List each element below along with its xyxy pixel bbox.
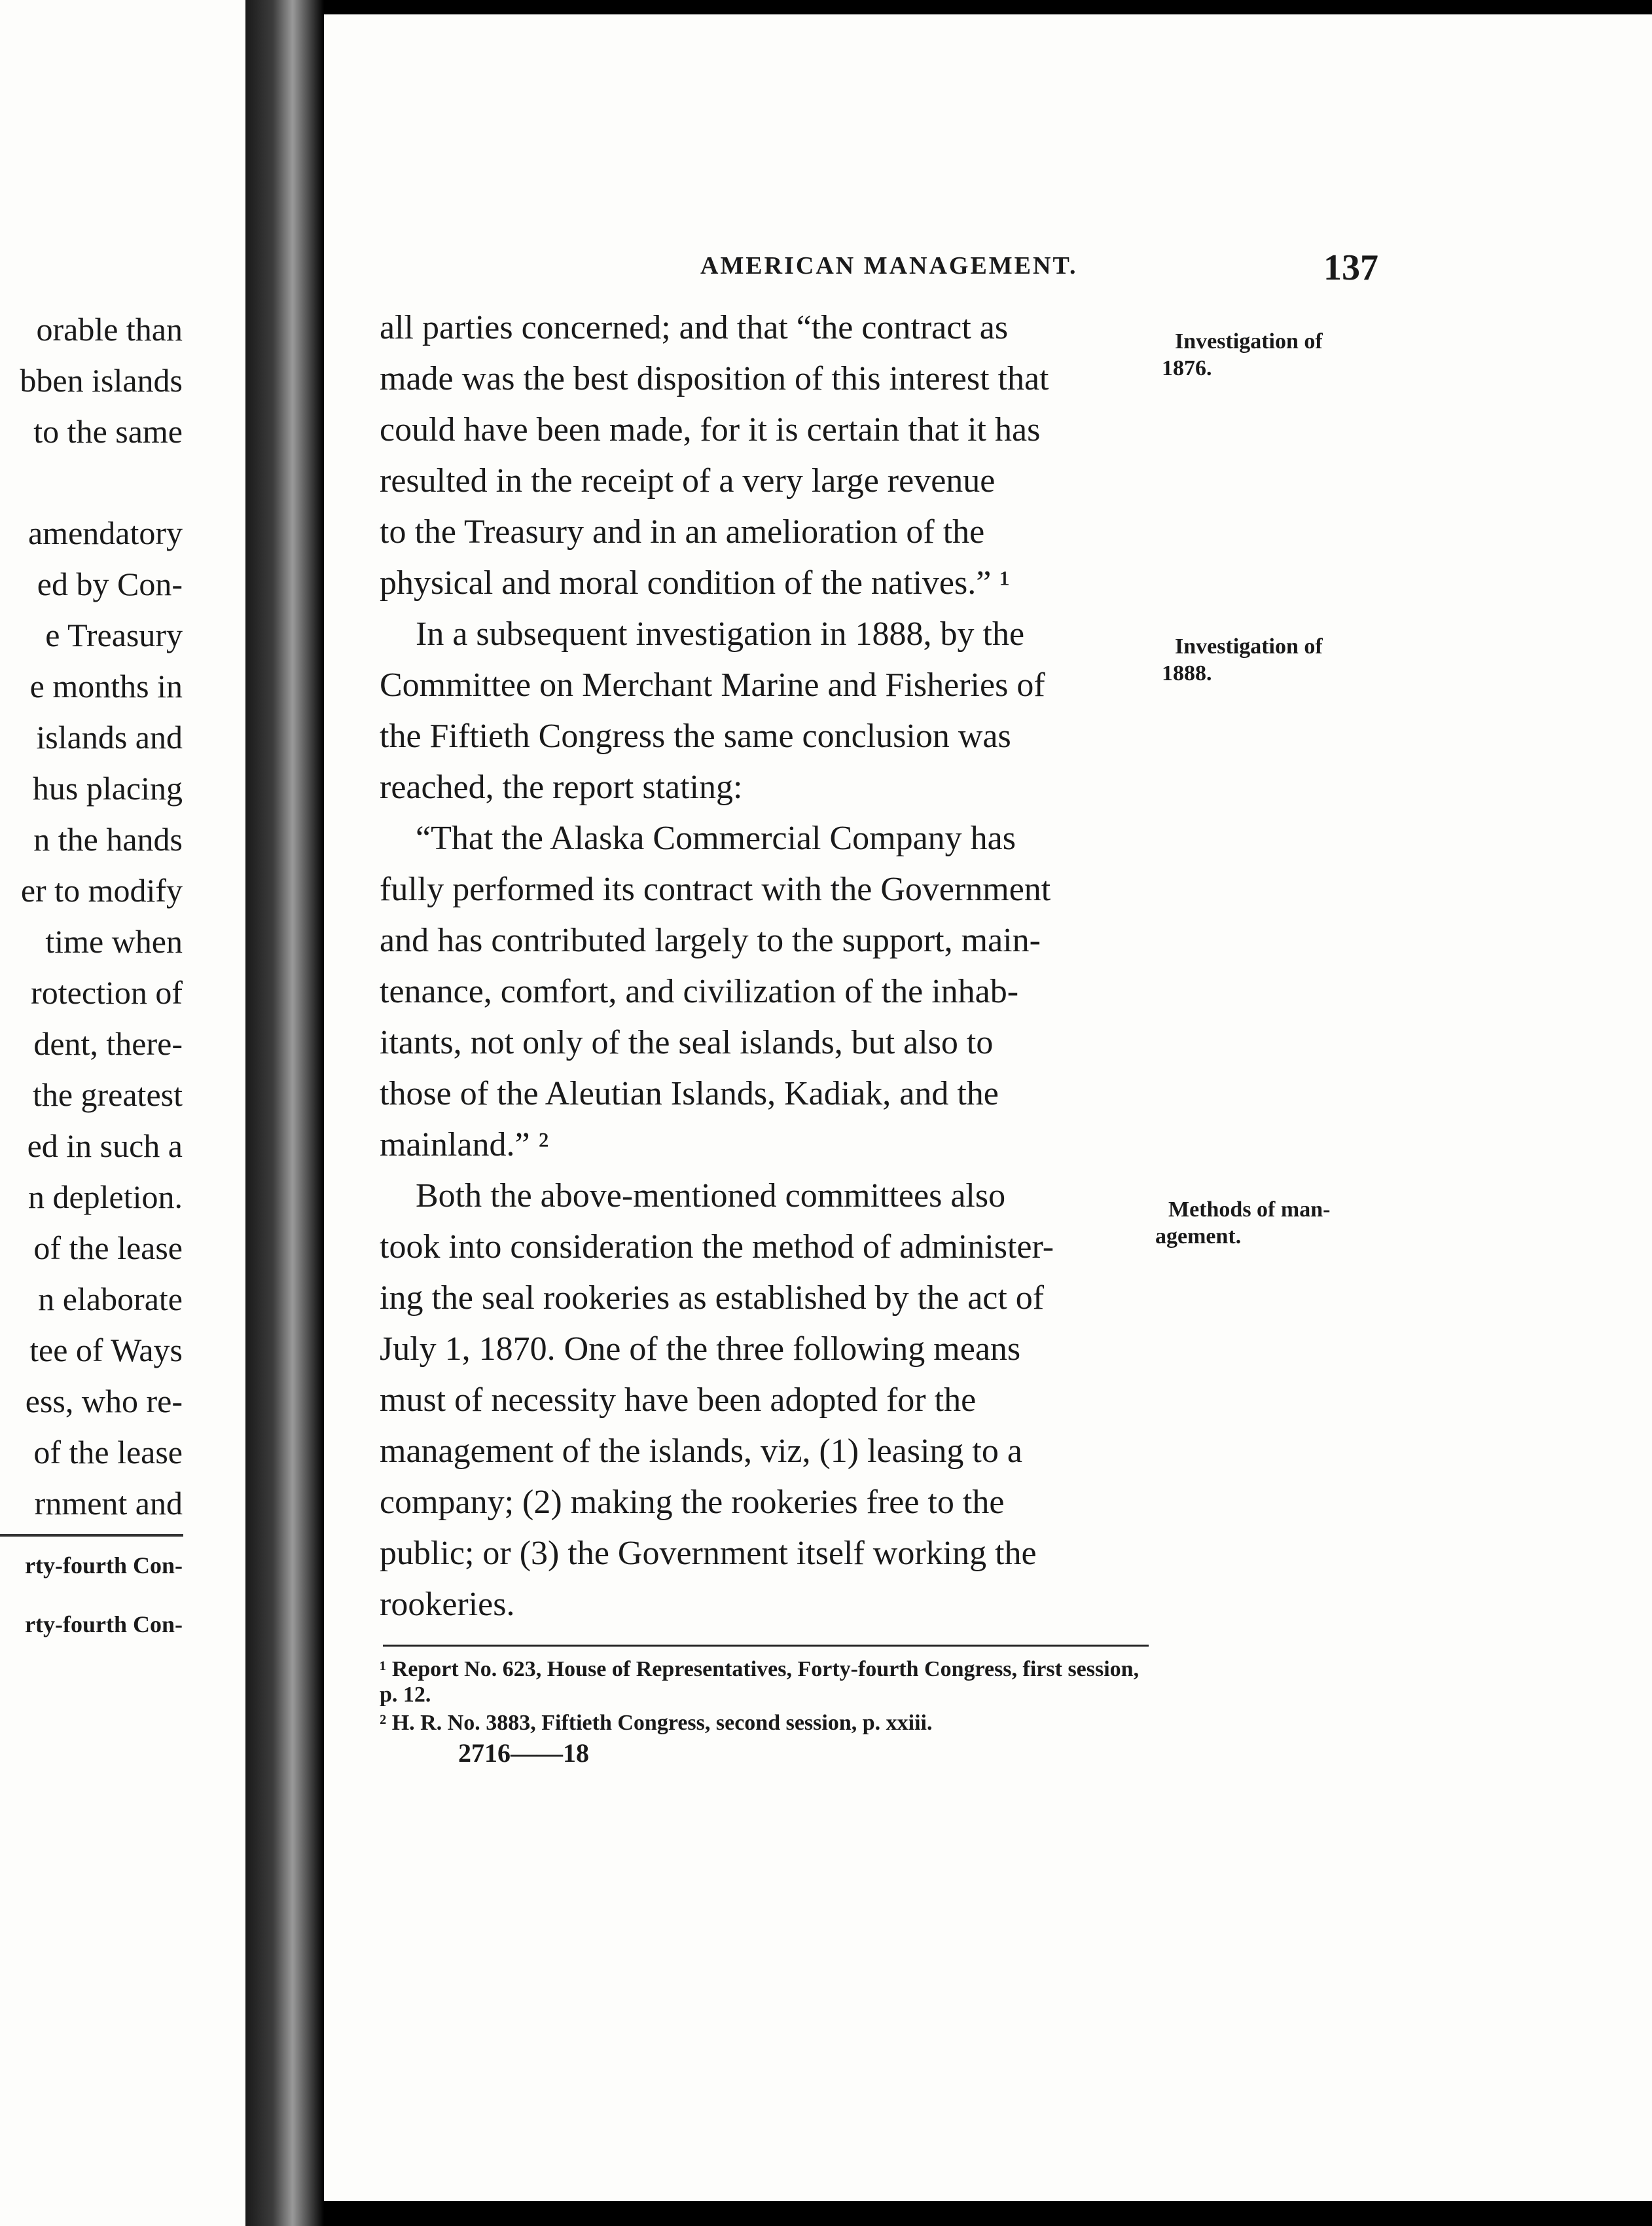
left-page-line: hus placing [32, 770, 183, 807]
body-line: public; or (3) the Government itself working the [380, 1535, 1037, 1572]
page-number: 137 [1323, 247, 1378, 288]
body-line: must of necessity have been adopted for the [380, 1381, 977, 1419]
body-line: July 1, 1870. One of the three following means [380, 1330, 1021, 1368]
body-line: Committee on Merchant Marine and Fisheries of [380, 666, 1045, 704]
left-page-line: dent, there- [33, 1025, 183, 1062]
body-line: “That the Alaska Commercial Company has [416, 820, 1016, 857]
left-page-line: e months in [29, 668, 183, 704]
body-line: company; (2) making the rookeries free to the [380, 1484, 1005, 1521]
body-line: fully performed its contract with the Government [380, 871, 1051, 908]
left-page-line: amendatory [27, 515, 183, 551]
left-page-line: rnment and [34, 1485, 183, 1522]
body-line: those of the Aleutian Islands, Kadiak, and the [380, 1075, 999, 1112]
body-line: management of the islands, viz, (1) leasing to a [380, 1432, 1022, 1470]
body-line: tenance, comfort, and civilization of the inhab- [380, 973, 1019, 1010]
body-line: In a subsequent investigation in 1888, by the [416, 615, 1025, 653]
margin-note-investigation-1888 [1162, 634, 1323, 687]
margin-note-investigation-1876 [1162, 329, 1323, 382]
footnote-rule [383, 1645, 1149, 1647]
margin-note-line: Investigation of [1175, 634, 1323, 659]
printer-signature: 2716——18 [458, 1738, 589, 1768]
body-line: physical and moral condition of the natives.” ¹ [380, 564, 1010, 602]
margin-note-line: Methods of man- [1168, 1197, 1331, 1222]
left-page-line: time when [45, 923, 183, 960]
margin-note-methods-of-management [1155, 1197, 1331, 1250]
body-line: took into consideration the method of administer- [380, 1228, 1054, 1266]
margin-note-line: 1876. [1162, 356, 1212, 380]
footnote-1: ¹ Report No. 623, House of Representatives, Forty-fourth Congress, first session, p. 12. [380, 1657, 1140, 1707]
left-page-line: ed by Con- [37, 566, 183, 602]
body-line: ing the seal rookeries as established by the act of [380, 1279, 1045, 1317]
running-header: AMERICAN MANAGEMENT. [700, 252, 1078, 280]
left-page-line: er to modify [20, 872, 183, 909]
left-page-line: n the hands [33, 821, 183, 858]
left-page-line: of the lease [33, 1434, 183, 1470]
body-line: rookeries. [380, 1586, 515, 1623]
body-line: the Fiftieth Congress the same conclusion was [380, 718, 1011, 755]
right-page [324, 14, 1652, 2201]
left-page-line: the greatest [32, 1076, 183, 1113]
left-page-line: ed in such a [27, 1127, 183, 1164]
body-line: could have been made, for it is certain that it has [380, 411, 1041, 448]
footnote-2: ² H. R. No. 3883, Fiftieth Congress, second session, p. xxiii. [380, 1711, 933, 1735]
body-line: mainland.” ² [380, 1126, 549, 1163]
left-page-line: rotection of [31, 974, 183, 1011]
body-line: resulted in the receipt of a very large revenue [380, 462, 996, 500]
body-line: and has contributed largely to the support, main- [380, 922, 1041, 959]
margin-note-line: Investigation of [1175, 329, 1323, 354]
margin-note-line: agement. [1155, 1224, 1242, 1249]
body-line: itants, not only of the seal islands, but also to [380, 1024, 994, 1061]
left-page-footnote: rty-fourth Con- [25, 1552, 183, 1578]
left-page-line: tee of Ways [29, 1332, 183, 1368]
left-page-line: islands and [36, 719, 183, 756]
left-page-line: n elaborate [38, 1281, 183, 1317]
left-page-line: orable than [36, 311, 183, 348]
left-page-footnote: rty-fourth Con- [25, 1611, 183, 1637]
margin-note-line: 1888. [1162, 661, 1212, 685]
left-page-line: of the lease [33, 1230, 183, 1266]
body-line: made was the best disposition of this interest that [380, 360, 1049, 397]
left-page-line: ess, who re- [25, 1383, 183, 1419]
book-gutter [245, 0, 324, 2226]
body-line: all parties concerned; and that “the contract as [380, 309, 1009, 346]
left-page-line: e Treasury [45, 617, 183, 653]
left-facing-page [0, 0, 245, 2226]
body-line: to the Treasury and in an amelioration of the [380, 513, 985, 551]
left-page-line: to the same [33, 413, 183, 450]
left-page-line: n depletion. [27, 1178, 183, 1215]
body-line: Both the above-mentioned committees also [416, 1177, 1006, 1214]
left-footnote-rule [0, 1534, 183, 1537]
left-page-line: bben islands [20, 362, 183, 399]
body-line: reached, the report stating: [380, 769, 743, 806]
